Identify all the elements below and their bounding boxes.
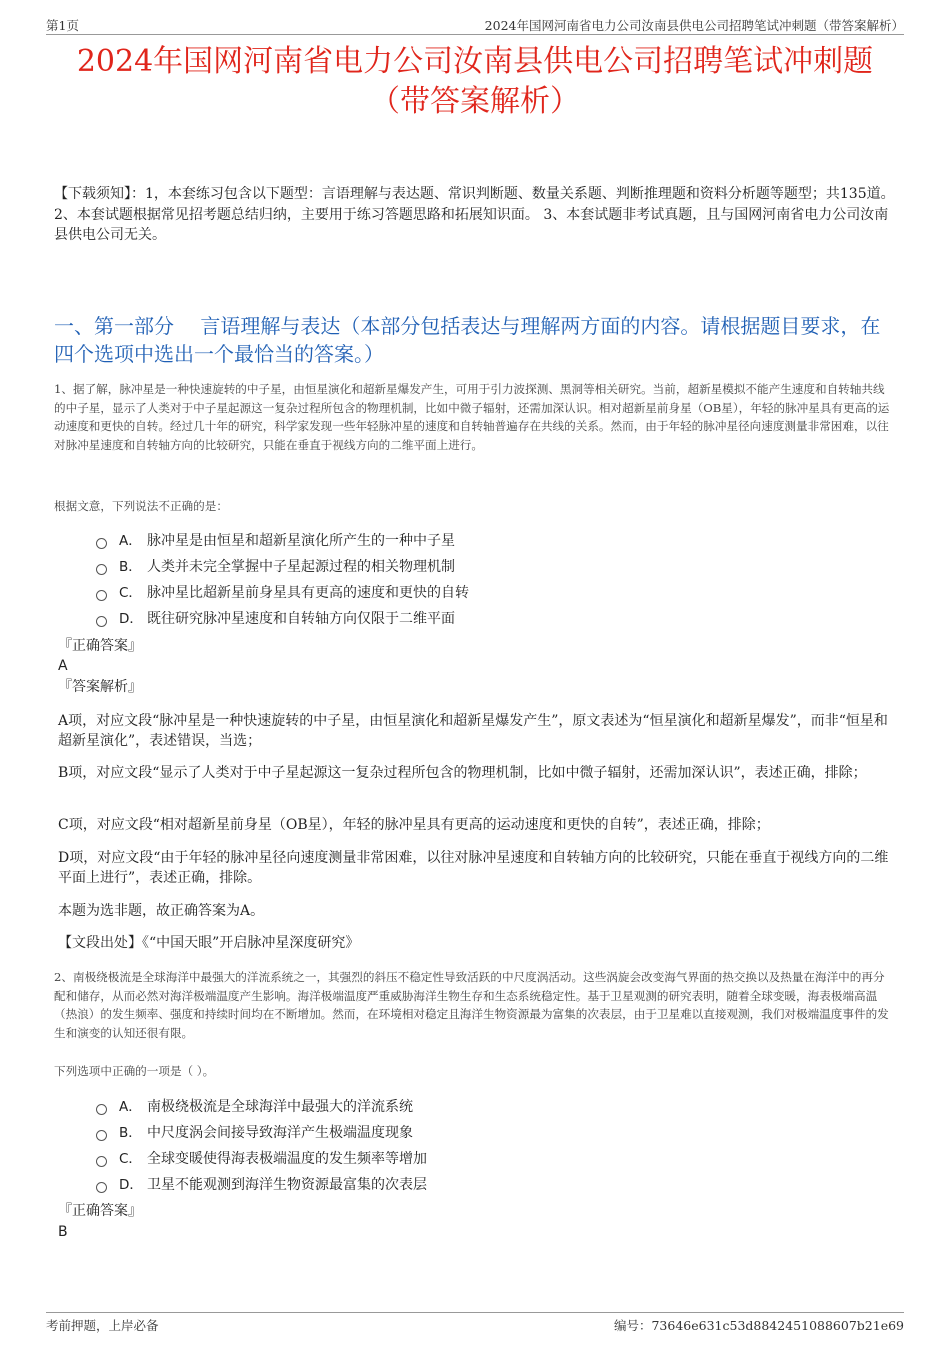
q2-option-a[interactable] — [96, 1094, 696, 1120]
q1-answer-label: 『正确答案』 — [58, 638, 142, 654]
footer-slogan: 考前押题，上岸必备 — [46, 1318, 159, 1333]
option-letter: B． — [119, 1125, 142, 1141]
download-notice: 【下载须知】：1，本套练习包含以下题型：言语理解与表达题、常识判断题、数量关系题、判断推理题和资料分析题等题型；共135道。 2、本套试题根据常见招考题总结归纳，主要用于练习答题思路和拓展知识面。 3、本套试题非考试真题，且与国网河南省电力公司汝南县供电公司无关。 — [54, 186, 895, 243]
option-text: 南极绕极流是全球海洋中最强大的洋流系统 — [147, 1099, 413, 1115]
radio-icon[interactable] — [96, 616, 107, 627]
option-letter: D． — [119, 611, 143, 627]
q2-option-b[interactable] — [96, 1120, 696, 1146]
q2-answer-label: 『正确答案』 — [58, 1203, 142, 1219]
option-text: 中尺度涡会间接导致海洋产生极端温度现象 — [147, 1125, 413, 1141]
radio-icon[interactable] — [96, 1156, 107, 1167]
q1-explanation-c: C项，对应文段“相对超新星前身星（OB星），年轻的脉冲星具有更高的运动速度和更快的自转”，表述正确，排除； — [58, 817, 770, 833]
radio-icon[interactable] — [96, 564, 107, 575]
radio-icon[interactable] — [96, 590, 107, 601]
radio-icon[interactable] — [96, 538, 107, 549]
option-letter: C． — [119, 1151, 142, 1167]
q2-passage: 2、南极绕极流是全球海洋中最强大的洋流系统之一，其强烈的斜压不稳定性导致活跃的中尺度涡活动。这些涡旋会改变海气界面的热交换以及热量在海洋中的再分配和储存，从而必然对海洋极端温度产生影响。海洋极端温度严重威胁海洋生物生存和生态系统稳定性。基于卫星观测的研究表明，随着全球变暖，海表极端高温（热浪）的发生频率、强度和持续时间均在不断增加。然而，在环境相对稳定且海洋生物资源最为富集的次表层，由于卫星难以直接观测，我们对极端温度事件的发生和演变的认知还很有限。 — [54, 970, 889, 1040]
q2-question: 下列选项中正确的一项是（ ）。 — [54, 1064, 215, 1078]
option-letter: B． — [119, 559, 142, 575]
document-id: 编号：73646e631c53d8842451088607b21e69 — [613, 1318, 904, 1333]
q1-options — [96, 528, 696, 632]
q1-explanation-a: A项，对应文段“脉冲星是一种快速旋转的中子星，由恒星演化和超新星爆发产生”，原文表述为“恒星演化和超新星爆发”，而非“恒星和超新星演化”，表述错误，当选； — [58, 713, 888, 749]
option-letter: C． — [119, 585, 142, 601]
option-letter: A． — [119, 1099, 142, 1115]
q1-question: 根据文意，下列说法不正确的是： — [54, 499, 228, 513]
title-line-1: 2024年国网河南省电力公司汝南县供电公司招聘笔试冲刺题 — [76, 44, 874, 79]
q1-passage: 1、据了解，脉冲星是一种快速旋转的中子星，由恒星演化和超新星爆发产生，可用于引力波探测、黑洞等相关研究。当前，超新星模拟不能产生速度和自转轴共线的中子星，显示了人类对于中子星起源这一复杂过程所包含的物理机制，比如中微子辐射，还需加深认识。相对超新星前身星（OB星），年轻的脉冲星具有更高的运动速度和更快的自转。经过几十年的研究，科学家发现一些年轻脉冲星的速度和自转轴普遍存在共线的关系。然而，由于年轻的脉冲星径向速度测量非常困难，以往对脉冲星速度和自转轴方向的比较研究，只能在垂直于视线方向的二维平面上进行。 — [54, 382, 890, 452]
title-line-2: （带答案解析） — [370, 84, 580, 119]
q1-analysis-label: 『答案解析』 — [58, 679, 142, 695]
q1-option-d[interactable] — [96, 606, 696, 632]
q1-conclusion: 本题为选非题，故正确答案为A。 — [58, 903, 265, 919]
page-number: 第1页 — [46, 18, 79, 33]
q2-option-c[interactable] — [96, 1146, 696, 1172]
q1-option-b[interactable] — [96, 554, 696, 580]
header-doc-title: 2024年国网河南省电力公司汝南县供电公司招聘笔试冲刺题（带答案解析） — [484, 18, 904, 33]
option-text: 脉冲星比超新星前身星具有更高的速度和更快的自转 — [147, 585, 469, 601]
q2-answer: B — [58, 1224, 68, 1240]
option-text: 卫星不能观测到海洋生物资源最富集的次表层 — [147, 1177, 427, 1193]
option-text: 脉冲星是由恒星和超新星演化所产生的一种中子星 — [147, 533, 455, 549]
option-text: 全球变暖使得海表极端温度的发生频率等增加 — [147, 1151, 427, 1167]
q1-explanation-d: D项，对应文段“由于年轻的脉冲星径向速度测量非常困难，以往对脉冲星速度和自转轴方向的比较研究，只能在垂直于视线方向的二维平面上进行”，表述正确，排除。 — [58, 850, 889, 886]
option-text: 人类并未完全掌握中子星起源过程的相关物理机制 — [147, 559, 455, 575]
q1-option-a[interactable] — [96, 528, 696, 554]
q1-answer: A — [58, 658, 68, 674]
option-letter: A． — [119, 533, 142, 549]
radio-icon[interactable] — [96, 1130, 107, 1141]
option-letter: D． — [119, 1177, 143, 1193]
radio-icon[interactable] — [96, 1182, 107, 1193]
page-footer — [46, 1312, 904, 1333]
q1-explanation-b: B项，对应文段“显示了人类对于中子星起源这一复杂过程所包含的物理机制，比如中微子辐射，还需加深认识”，表述正确，排除； — [58, 765, 867, 781]
page-title — [46, 42, 904, 122]
q2-options — [96, 1094, 696, 1198]
radio-icon[interactable] — [96, 1104, 107, 1115]
q2-option-d[interactable] — [96, 1172, 696, 1198]
section-title: 一、第一部分 言语理解与表达（本部分包括表达与理解两方面的内容。请根据题目要求，在四个选项中选出一个最恰当的答案。） — [54, 314, 881, 366]
q1-option-c[interactable] — [96, 580, 696, 606]
q1-source: 【文段出处】《“中国天眼”开启脉冲星深度研究》 — [58, 935, 360, 951]
option-text: 既往研究脉冲星速度和自转轴方向仅限于二维平面 — [147, 611, 455, 627]
page-header — [46, 14, 904, 35]
